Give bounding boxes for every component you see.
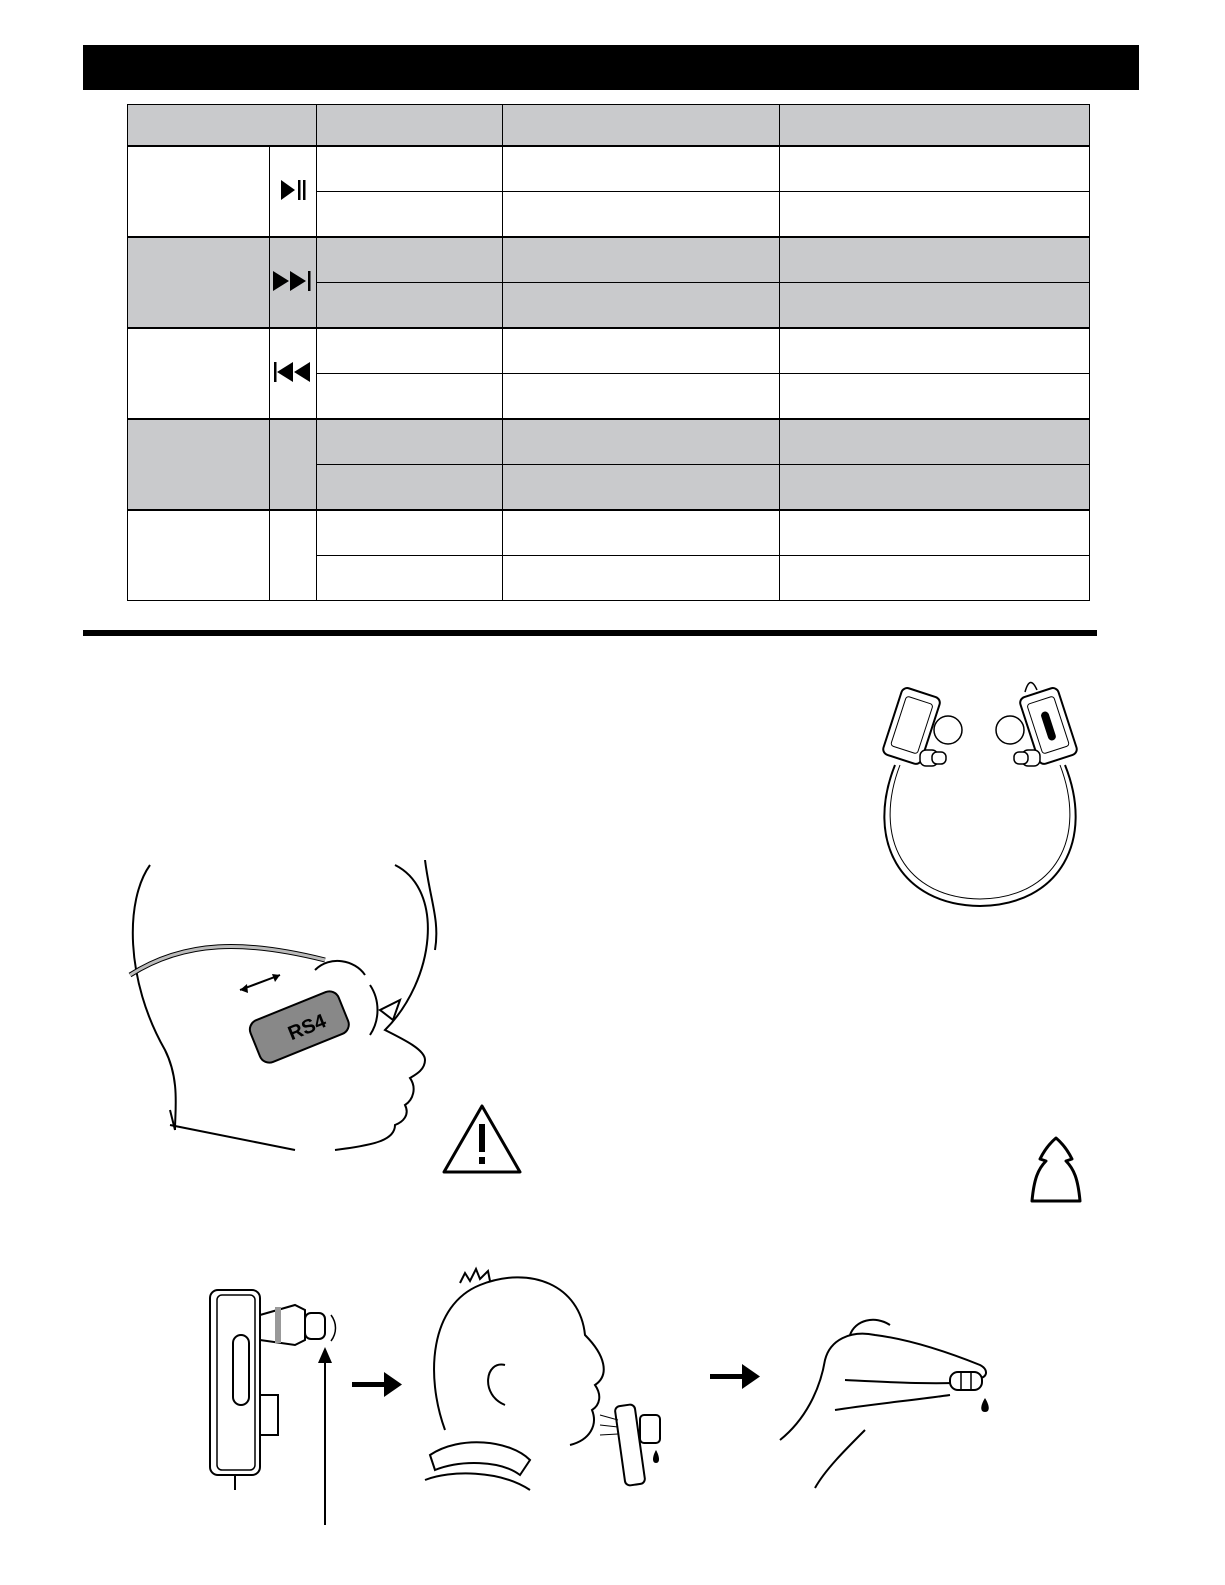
table-header-cell [128,105,317,147]
table-cell [780,556,1090,601]
table-cell [780,374,1090,420]
button-name-cell [128,146,270,237]
table-cell [317,192,503,238]
ear-tip-icon [1028,1135,1084,1207]
controls-table [127,104,1090,601]
table-cell [780,419,1090,465]
button-name-cell [128,510,270,601]
next-track-icon [272,269,314,293]
device-brand-label: RS4 [284,1010,330,1046]
button-name-cell [128,328,270,419]
previous-track-icon [272,360,314,384]
table-cell [317,237,503,283]
arrow-right-icon [352,1370,404,1400]
table-cell [780,328,1090,374]
table-cell [780,192,1090,238]
icon-cell [270,146,317,237]
table-cell [503,374,780,420]
section-divider [83,630,1097,636]
section-title-bar [83,45,1139,90]
table-cell [503,556,780,601]
table-cell [503,419,780,465]
table-cell [317,419,503,465]
hand-squeeze-icon [775,1310,1005,1490]
arrow-right-icon [710,1362,762,1392]
table-row [128,419,1090,465]
device-side-icon [195,1285,355,1525]
table-header-cell [780,105,1090,147]
table-cell [780,465,1090,511]
table-header-cell [317,105,503,147]
play-pause-icon [279,178,307,202]
icon-cell [270,419,317,510]
table-cell [317,328,503,374]
icon-cell [270,510,317,601]
icon-cell [270,328,317,419]
table-cell [317,374,503,420]
table-cell [503,510,780,556]
head-wearing-icon [125,860,445,1160]
table-cell [317,510,503,556]
warning-icon [440,1100,525,1178]
man-blowing-icon [420,1265,670,1505]
table-cell [317,283,503,329]
table-cell [780,146,1090,192]
table-header-cell [503,105,780,147]
table-cell [780,283,1090,329]
table-row [128,510,1090,556]
table-cell [317,146,503,192]
icon-cell [270,237,317,328]
table-cell [317,556,503,601]
button-name-cell [128,237,270,328]
table-cell [503,328,780,374]
table-row [128,146,1090,192]
table-row [128,237,1090,283]
button-name-cell [128,419,270,510]
table-cell [317,465,503,511]
table-cell [503,237,780,283]
table-cell [503,146,780,192]
table-cell [503,283,780,329]
table-header-row [128,105,1090,147]
headset-icon [860,670,1100,920]
table-cell [503,192,780,238]
table-cell [780,237,1090,283]
table-row [128,328,1090,374]
table-cell [503,465,780,511]
table-cell [780,510,1090,556]
